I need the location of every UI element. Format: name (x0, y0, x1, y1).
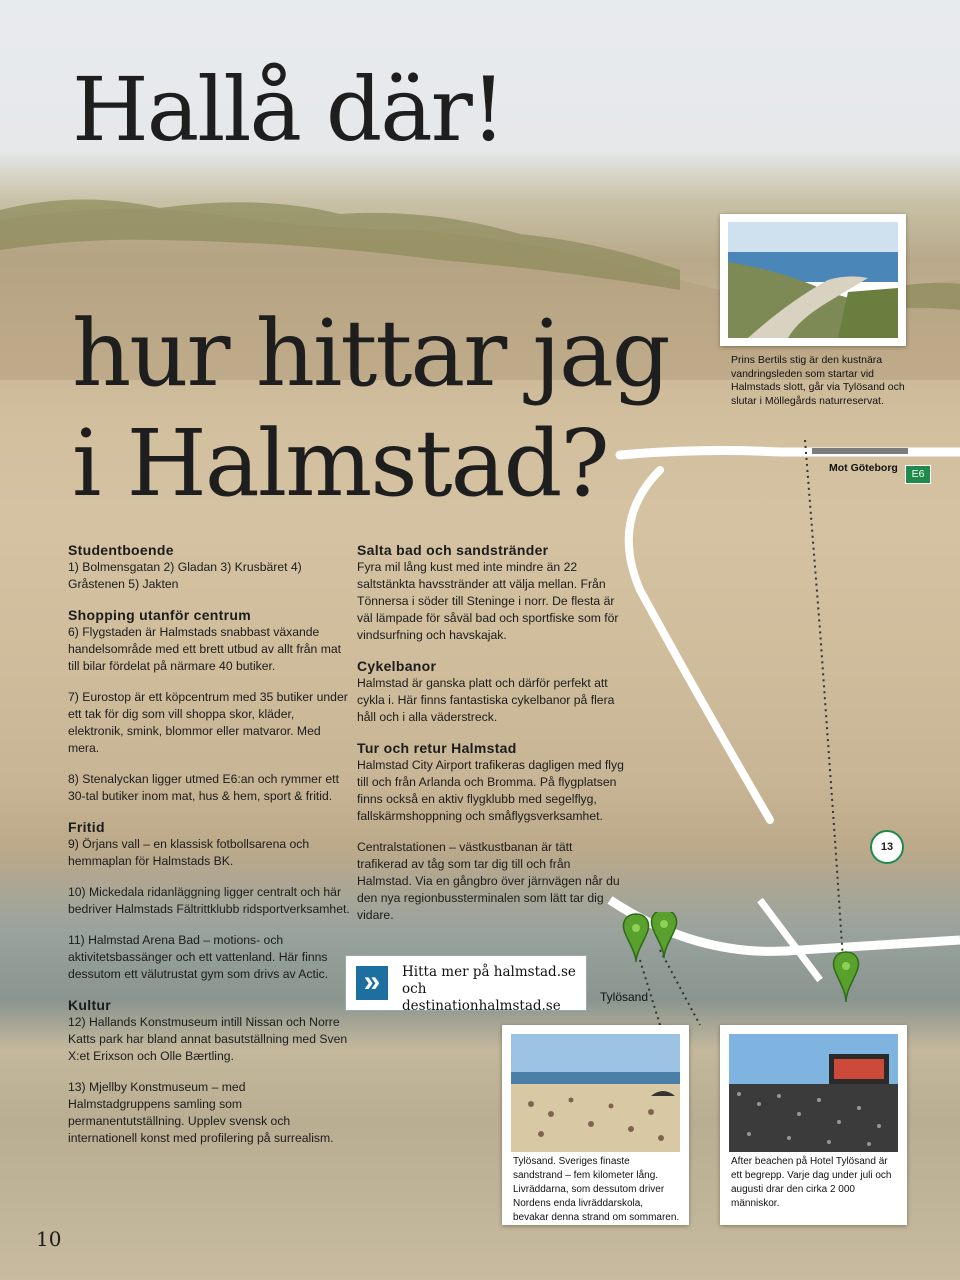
section-text: 11) Halmstad Arena Bad – motions- och aktivitetsbassänger och ett vattenland. Här finns dessutom ett välutrustat gym som drivs av Actic. (68, 933, 329, 981)
coastal-path-image (728, 222, 898, 338)
section-text: 13) Mjellby Konstmuseum – med Halmstadgruppens samling som permanentutställning. Upplev svensk och internationell konst med profilering på surrealism. (68, 1080, 334, 1145)
link-destinationhalmstad[interactable]: och destinationhalmstad.se (402, 981, 561, 1014)
headline-hello: Hallå där! (72, 58, 505, 161)
section-text: 10) Mickedala ridanläggning ligger centralt och här bedriver Halmstads Fältrittklubb ridsportverksamhet. (68, 885, 350, 916)
section-cykelbanor (357, 658, 625, 726)
concert-caption: After beachen på Hotel Tylösand är ett begrepp. Varje dag under juli och augusti drar den cirka 2 000 människor. (731, 1156, 892, 1209)
headline-how-find: hur hittar jag (72, 300, 669, 407)
coastal-path-photo (720, 214, 906, 346)
beach-caption: Tylösand. Sveriges finaste sandstrand – fem kilometer lång. Livräddarna, som dessutom driver Nordens enda livräddarskola, bevakar denna strand om sommaren. (513, 1156, 680, 1223)
beach-photo (502, 1025, 689, 1225)
section-text: Fyra mil lång kust med inte mindre än 22 saltstänkta havsstränder att välja mellan. Från Tönnersa i söder till Steninge i norr. De flesta är väl lämpade för såväl bad och sportfiske som för vindsurfning och havskajak. (357, 560, 619, 642)
section-text: 9) Örjans vall – en klassisk fotbollsarena och hemmaplan för Halmstads BK. (68, 837, 310, 868)
section-salta-bad (357, 542, 625, 644)
concert-photo (720, 1025, 907, 1225)
map-label-tylosand: Tylösand (600, 990, 649, 1004)
section-kultur (68, 997, 350, 1147)
section-text: Centralstationen – västkustbanan är tätt trafikerad av tåg som tar dig till och från Halmstad. Via en gångbro över järnvägen når du den nya regionbussterminalen som lätt tar dig vidare. (357, 840, 620, 922)
section-title: Tur och retur Halmstad (357, 740, 517, 756)
concert-image (729, 1034, 898, 1152)
link-halmstad[interactable]: Hitta mer på halmstad.se (402, 964, 576, 980)
double-chevron-right-icon: » (356, 966, 388, 1000)
right-column (357, 542, 625, 938)
section-tur-och-retur (357, 740, 625, 924)
section-shopping (68, 607, 350, 805)
page-number: 10 (36, 1227, 62, 1251)
section-text: Halmstad City Airport trafikeras dagligen med flyg till och från Arlanda och Bromma. På flygplatsen finns också en aktiv flygklubb med segelflyg, fallskärmshoppning och småflygsverksamhet. (357, 758, 624, 823)
section-text: Halmstad är ganska platt och därför perfekt att cykla i. Här finns fantastiska cykelbanor på flera håll och i alla väderstreck. (357, 676, 615, 724)
section-fritid (68, 819, 350, 983)
section-text: 7) Eurostop är ett köpcentrum med 35 butiker under ett tak för dig som vill shoppa skor, kläder, elektronik, smink, blommor eller matvaror. Med mera. (68, 690, 348, 755)
section-title: Shopping utanför centrum (68, 607, 251, 623)
coastal-path-caption: Prins Bertils stig är den kustnära vandringsleden som startar vid Halmstads slott, går via Tylösand och slutar i Möllegårds naturreservat. (731, 354, 905, 407)
headline-halmstad: i Halmstad? (72, 410, 608, 517)
beach-image (511, 1034, 680, 1152)
section-text: 6) Flygstaden är Halmstads snabbast växande handelsområde med ett brett utbud av allt från mat till bilar fördelat på närmare 40 butiker. (68, 625, 342, 673)
road-sign-e6: E6 (905, 465, 931, 484)
section-title: Studentboende (68, 542, 174, 558)
map-marker-13: 13 (870, 830, 904, 864)
section-title: Fritid (68, 819, 105, 835)
map-label-goteborg: Mot Göteborg (829, 462, 898, 474)
map-pin-icon (622, 912, 702, 982)
section-title: Cykelbanor (357, 658, 437, 674)
section-studentboende (68, 542, 350, 593)
section-title: Salta bad och sandstränder (357, 542, 549, 558)
section-title: Kultur (68, 997, 112, 1013)
link-box[interactable] (345, 955, 587, 1014)
section-text: 12) Hallands Konstmuseum intill Nissan och Norre Katts park har bland annat basutställning med Sven X:et Erixson och Olle Bærtling. (68, 1015, 348, 1063)
section-text: 8) Stenalyckan ligger utmed E6:an och rymmer ett 30-tal butiker inom mat, hus & hem, sport & fritid. (68, 772, 339, 803)
map-pin-icon (830, 950, 862, 1010)
left-column (68, 542, 350, 1161)
section-text: 1) Bolmensgatan 2) Gladan 3) Krusbäret 4) Gråstenen 5) Jakten (68, 560, 302, 591)
